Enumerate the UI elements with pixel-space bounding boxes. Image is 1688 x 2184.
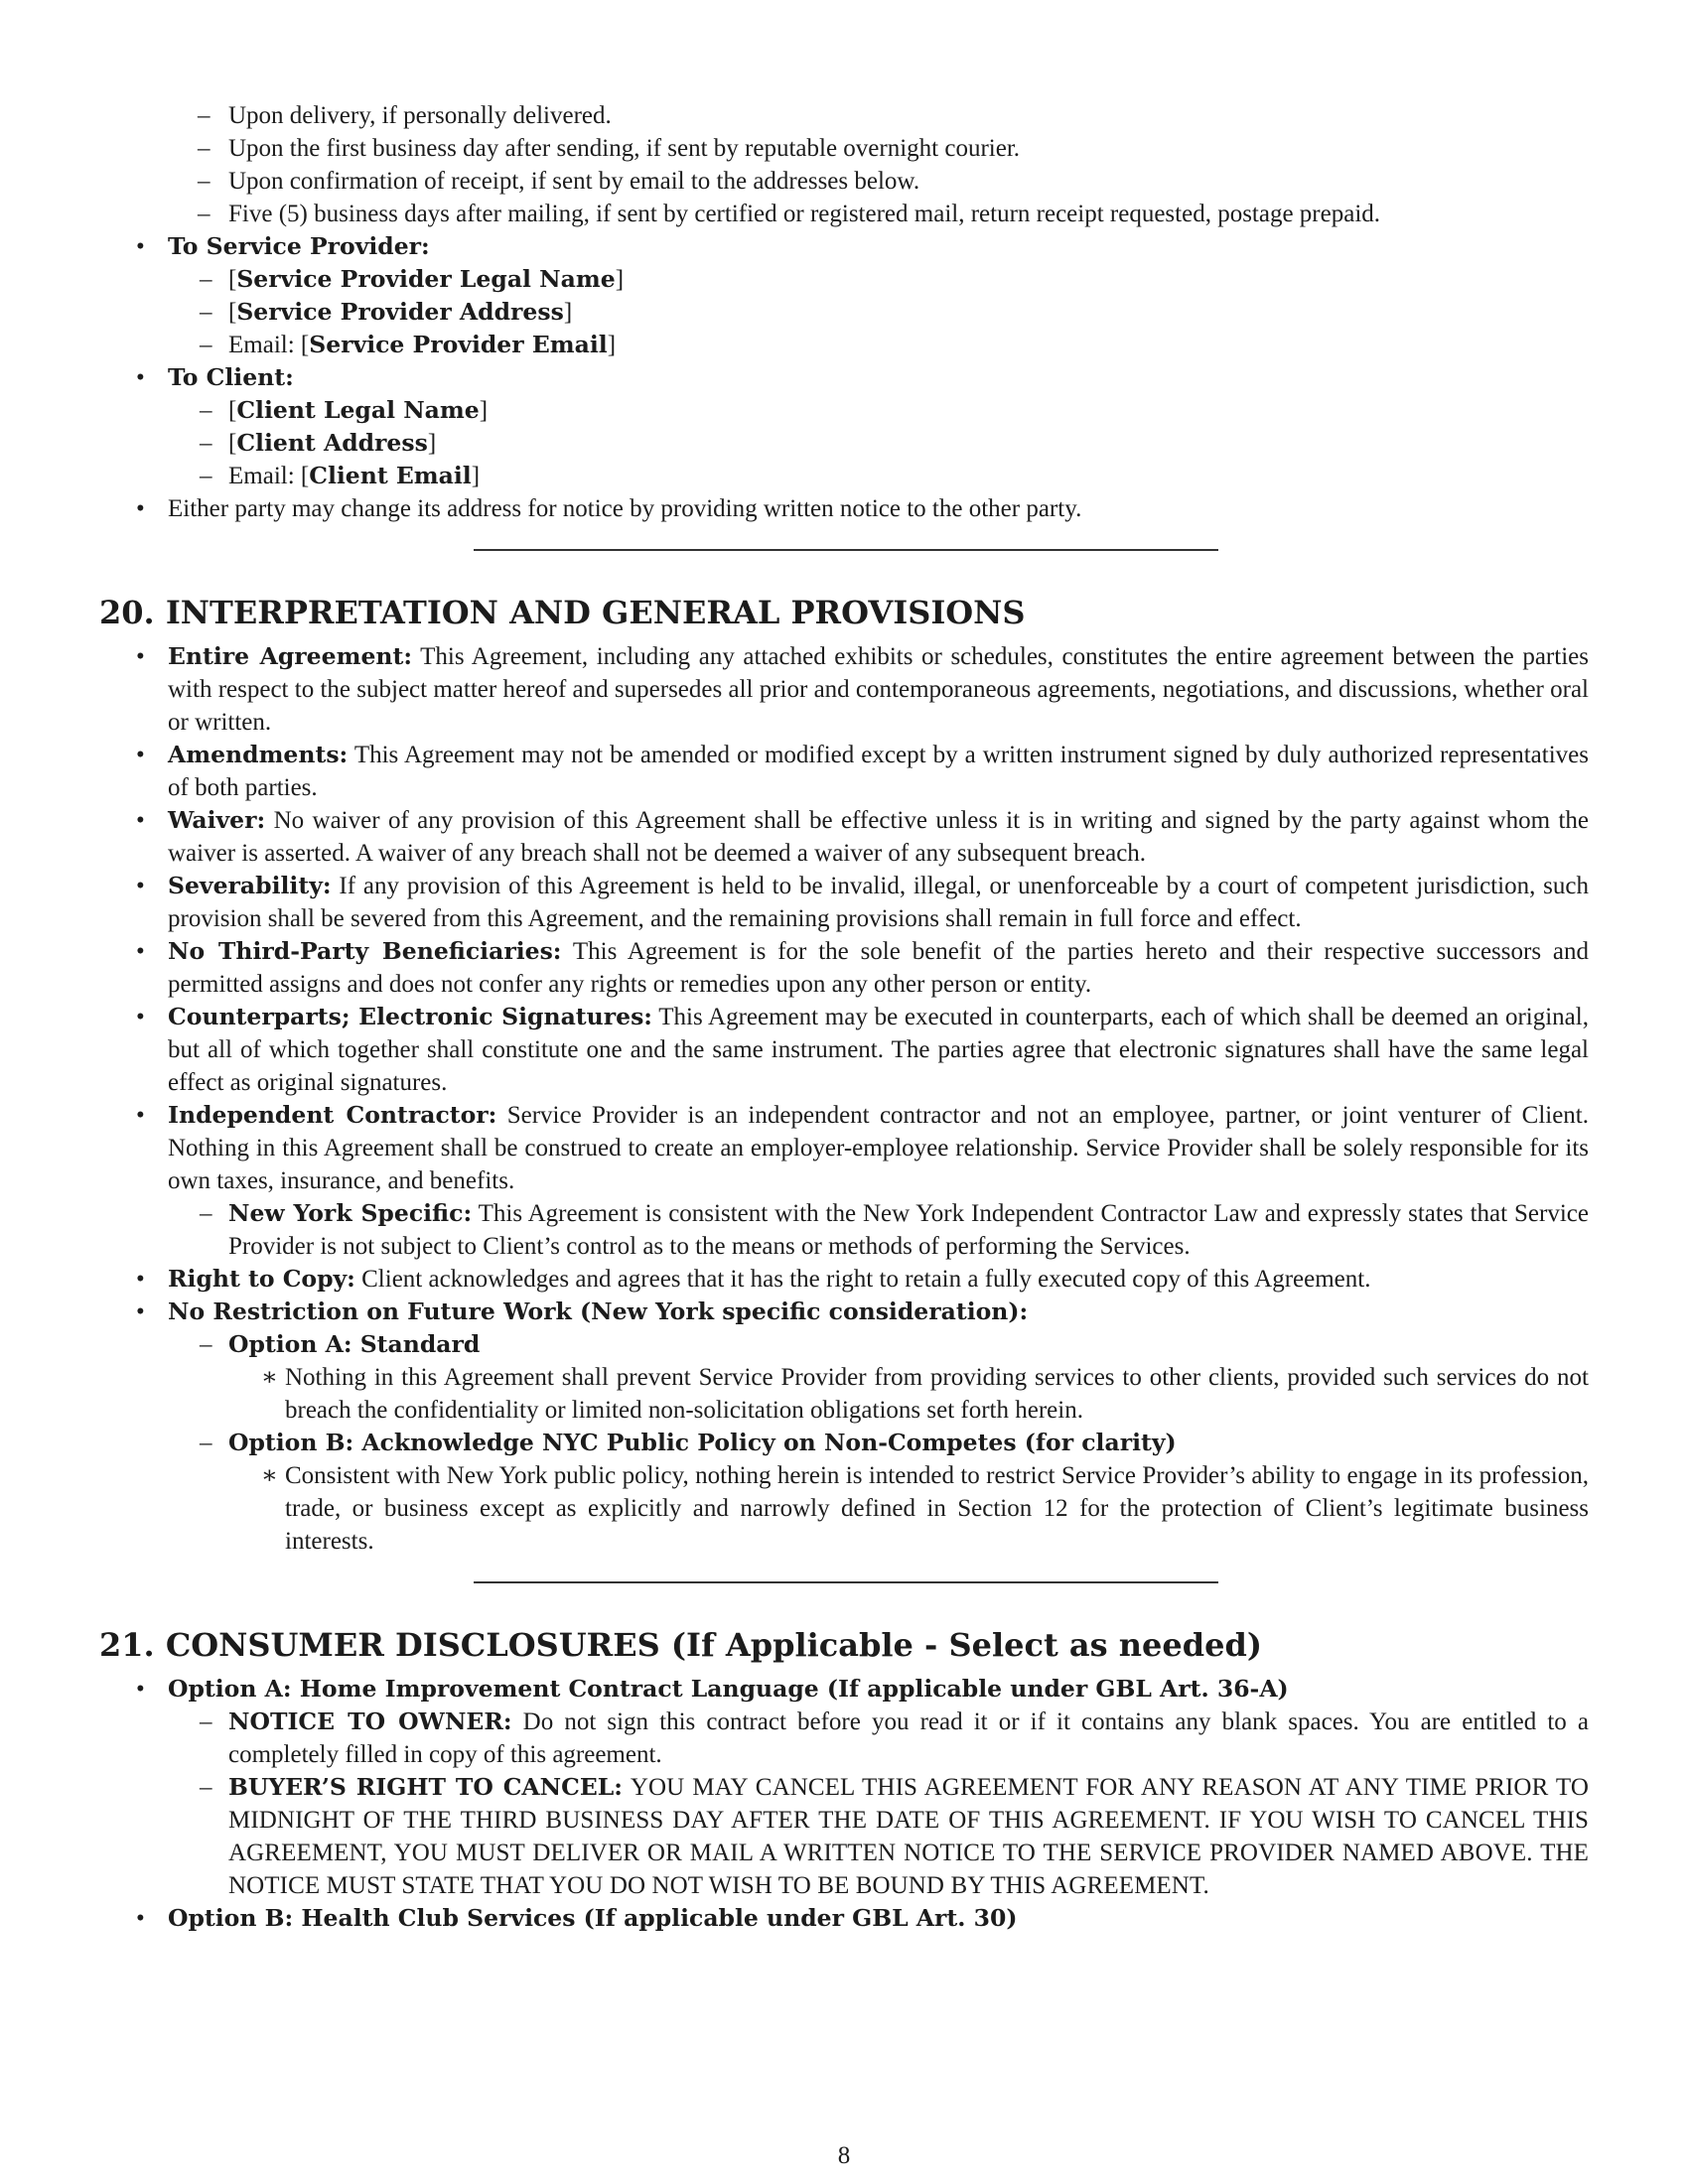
list-item <box>99 739 1589 804</box>
client-name: Client Legal Name <box>236 396 480 424</box>
section-21-title: 21. CONSUMER DISCLOSURES (If Applicable - Select as needed) <box>99 1626 1262 1664</box>
list-item <box>168 1771 1589 1902</box>
list-item <box>99 640 1589 739</box>
list-item <box>168 1328 1589 1427</box>
service-provider-heading: To Service Provider: <box>168 232 430 260</box>
section-20-title: 20. INTERPRETATION AND GENERAL PROVISIONS <box>99 594 1026 631</box>
list-item <box>99 1673 1589 1902</box>
list-item: – [Service Provider Legal Name] <box>168 263 1589 296</box>
term: Amendments: <box>168 741 349 768</box>
list-item: – Upon the first business day after sending, if sent by reputable overnight courier. <box>228 132 1589 165</box>
provision-text: Service Provider is an independent contractor and not an employee, partner, or joint venturer of Client. Nothing in this Agreement shall be construed to create an employer-employee relationship. Service Provider shall be solely responsible for its own taxes, insurance, and benefits. <box>168 1102 1589 1194</box>
term: Severability: <box>168 872 332 899</box>
provision-text: Client acknowledges and agrees that it has the right to retain a fully executed copy of this Agreement. <box>361 1266 1371 1293</box>
service-provider-address: Service Provider Address <box>236 298 564 326</box>
page-content <box>99 99 1589 1935</box>
list-item <box>99 935 1589 1001</box>
section-divider <box>474 549 1218 551</box>
term: No Restriction on Future Work (New York specific consideration): <box>168 1297 1029 1325</box>
list-item: – Upon delivery, if personally delivered. <box>228 99 1589 132</box>
list-item: – Five (5) business days after mailing, if sent by certified or registered mail, return receipt requested, postage prepaid. <box>228 198 1589 230</box>
service-provider-name: Service Provider Legal Name <box>236 265 616 293</box>
provision-text: This Agreement may not be amended or modified except by a written instrument signed by duly authorized representatives of both parties. <box>168 742 1589 801</box>
term: Counterparts; Electronic Signatures: <box>168 1003 652 1030</box>
client-email: Client Email <box>309 462 472 489</box>
notice-addresses-list <box>99 230 1589 525</box>
term: Waiver: <box>168 806 266 834</box>
option-title: Option A: Standard <box>228 1330 481 1358</box>
provision-text: If any provision of this Agreement is held to be invalid, illegal, or unenforceable by a court of competent jurisdiction, such provision shall be severed from this Agreement, and the remaining provisions shall remain in full force and effect. <box>168 873 1589 932</box>
term: Entire Agreement: <box>168 642 413 670</box>
provision-text: This Agreement is consistent with the New York Independent Contractor Law and expressly states that Service Provider is not subject to Client’s control as to the means or methods of performing the Services. <box>228 1200 1589 1260</box>
email-label: Email: <box>228 332 295 358</box>
list-item <box>168 1197 1589 1263</box>
list-item <box>168 1706 1589 1771</box>
list-item <box>99 492 1589 525</box>
list-item <box>99 1099 1589 1263</box>
list-item: – [Service Provider Address] <box>168 296 1589 329</box>
provision-text: This Agreement, including any attached exhibits or schedules, constitutes the entire agreement between the parties with respect to the subject matter hereof and supersedes all prior and contemporaneous agreements, negotiations, and discussions, whether oral or written. <box>168 643 1589 736</box>
list-item: – [Client Legal Name] <box>168 394 1589 427</box>
list-item: – [Client Address] <box>168 427 1589 460</box>
list-item <box>99 804 1589 870</box>
page-number: 8 <box>837 2142 851 2169</box>
list-item: – Upon confirmation of receipt, if sent by email to the addresses below. <box>228 165 1589 198</box>
list-item <box>99 361 1589 492</box>
option-title: Option B: Acknowledge NYC Public Policy on Non-Competes (for clarity) <box>228 1429 1177 1456</box>
option-title: Option B: Health Club Services (If applicable under GBL Art. 30) <box>168 1904 1018 1932</box>
list-item <box>99 1296 1589 1558</box>
term: BUYER’S RIGHT TO CANCEL: <box>228 1773 623 1801</box>
provision-text: Do not sign this contract before you read it or if it contains any blank spaces. You are entitled to a completely filled in copy of this agreement. <box>228 1708 1589 1768</box>
term: NOTICE TO OWNER: <box>228 1707 512 1735</box>
term: No Third-Party Beneficiaries: <box>168 937 562 965</box>
list-item: ∗ Nothing in this Agreement shall prevent Service Provider from providing services to other clients, provided such services do not breach the confidentiality or limited non-solicitation obligations set forth herein. <box>228 1361 1589 1427</box>
list-item <box>99 1263 1589 1296</box>
section-20-list <box>99 640 1589 1558</box>
list-item: – Email: [Client Email] <box>168 460 1589 492</box>
term: New York Specific: <box>228 1199 473 1227</box>
service-provider-email: Service Provider Email <box>309 331 608 358</box>
list-item <box>99 230 1589 361</box>
notice-delivery-list <box>99 99 1589 230</box>
list-item <box>99 1001 1589 1099</box>
term: Independent Contractor: <box>168 1101 497 1129</box>
list-item: – Email: [Service Provider Email] <box>168 329 1589 361</box>
email-label: Email: <box>228 463 295 489</box>
client-heading: To Client: <box>168 363 294 391</box>
provision-text: This Agreement is for the sole benefit of the parties hereto and their respective successors and permitted assigns and does not confer any rights or remedies upon any other person or entity. <box>168 938 1589 998</box>
provision-text: No waiver of any provision of this Agreement shall be effective unless it is in writing and signed by the party against whom the waiver is asserted. A waiver of any breach shall not be deemed a waiver of any subsequent breach. <box>168 807 1590 867</box>
client-address: Client Address <box>236 429 428 457</box>
list-item: ∗ Consistent with New York public policy, nothing herein is intended to restrict Service Provider’s ability to engage in its profession, trade, or business except as explicitly and narrowly defined in Section 12 for the protection of Client’s legitimate business interests. <box>228 1459 1589 1558</box>
list-item <box>168 1427 1589 1558</box>
list-item <box>99 1902 1589 1935</box>
section-21-list <box>99 1673 1589 1935</box>
provision-text: This Agreement may be executed in counterparts, each of which shall be deemed an original, but all of which together shall constitute one and the same instrument. The parties agree that electronic signatures shall have the same legal effect as original signatures. <box>168 1004 1589 1096</box>
provision-text: YOU MAY CANCEL THIS AGREEMENT FOR ANY REASON AT ANY TIME PRIOR TO MIDNIGHT OF THE THIRD BUSINESS DAY AFTER THE DATE OF THIS AGREEMENT. IF YOU WISH TO CANCEL THIS AGREEMENT, YOU MUST DELIVER OR MAIL A WRITTEN NOTICE TO THE SERVICE PROVIDER NAMED ABOVE. THE NOTICE MUST STATE THAT YOU DO NOT WISH TO BE BOUND BY THIS AGREEMENT. <box>228 1774 1590 1899</box>
list-item <box>99 870 1589 935</box>
section-divider <box>474 1581 1218 1583</box>
option-title: Option A: Home Improvement Contract Language (If applicable under GBL Art. 36-A) <box>168 1675 1289 1703</box>
term: Right to Copy: <box>168 1265 355 1293</box>
change-address-text: Either party may change its address for notice by providing written notice to the other party. <box>168 495 1082 522</box>
